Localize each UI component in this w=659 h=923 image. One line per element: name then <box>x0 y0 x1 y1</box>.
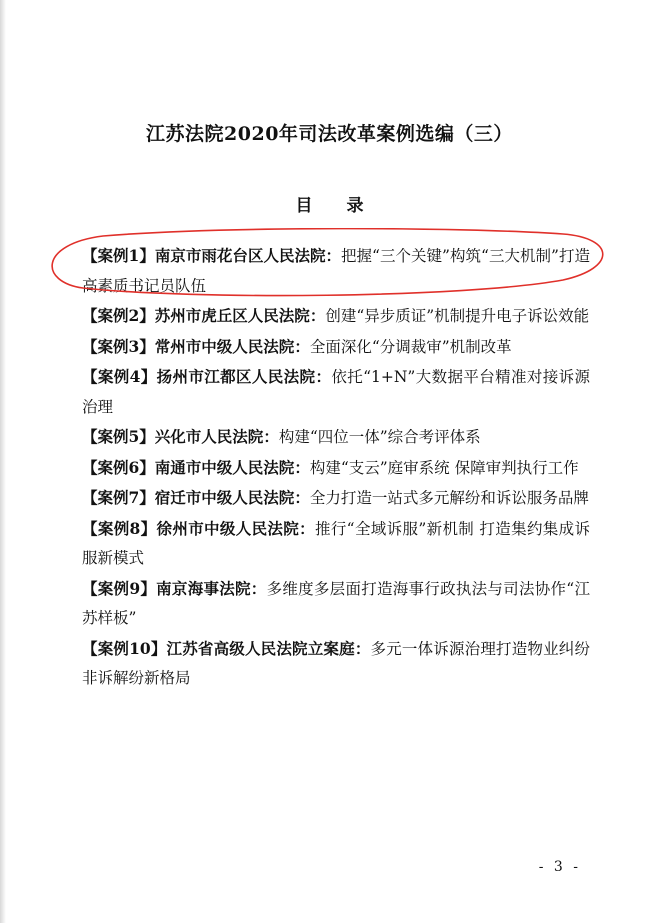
document-title: 江苏法院2020年司法改革案例选编（三） <box>146 123 513 145</box>
court-name: 扬州市江都区人民法院 <box>156 367 316 386</box>
case-description: 把握“三个关键”构筑“三大机制”打造高素质书记员队伍 <box>82 247 590 295</box>
separator: ： <box>294 457 310 477</box>
case-description: 依托“1+N”大数据平台精准对接诉源治理 <box>82 368 590 416</box>
court-name: 南京海事法院 <box>156 578 251 598</box>
case-label: 【案例2】 <box>82 306 155 325</box>
separator: ： <box>294 336 310 356</box>
case-label: 【案例6】 <box>82 457 155 477</box>
separator: ： <box>294 488 310 507</box>
case-description: 创建“异步质证”机制提升电子诉讼效能 <box>325 307 590 325</box>
case-label: 【案例1】 <box>82 246 155 265</box>
court-name: 南通市中级人民法院 <box>154 457 295 477</box>
court-name: 兴化市人民法院 <box>154 427 264 446</box>
toc-item[interactable] <box>82 483 590 514</box>
court-name: 宿迁市中级人民法院 <box>154 488 295 507</box>
case-label: 【案例9】 <box>82 578 157 598</box>
toc-item[interactable] <box>82 422 590 453</box>
toc-item[interactable] <box>82 332 590 363</box>
toc-item[interactable] <box>82 362 590 422</box>
court-name: 苏州市虎丘区人民法院 <box>154 306 310 325</box>
toc-heading: 目 录 <box>295 196 378 216</box>
separator: ： <box>354 638 371 658</box>
case-description: 推行“全域诉服”新机制 打造集约集成诉服新模式 <box>82 519 590 567</box>
toc-item[interactable] <box>82 453 590 484</box>
separator: ： <box>263 427 279 446</box>
page-number: - 3 - <box>538 859 581 875</box>
toc-item[interactable] <box>82 634 590 694</box>
toc-item[interactable] <box>82 514 590 574</box>
case-label: 【案例3】 <box>82 336 155 356</box>
court-name: 常州市中级人民法院 <box>154 336 295 356</box>
toc-item[interactable] <box>82 241 590 301</box>
court-name: 徐州市中级人民法院 <box>156 518 300 538</box>
case-description: 多元一体诉源治理打造物业纠纷非诉解纷新格局 <box>82 639 590 687</box>
case-label: 【案例8】 <box>82 518 157 538</box>
case-description: 多维度多层面打造海事行政执法与司法协作“江苏样板” <box>82 579 590 627</box>
case-label: 【案例4】 <box>82 367 157 386</box>
court-name: 江苏省高级人民法院立案庭 <box>166 638 355 658</box>
case-description: 构建“四位一体”综合考评体系 <box>278 428 481 446</box>
toc-item[interactable] <box>82 574 590 634</box>
case-description: 全面深化“分调裁审”机制改革 <box>309 337 512 356</box>
case-description: 全力打造一站式多元解纷和诉讼服务品牌 <box>309 489 589 507</box>
case-label: 【案例7】 <box>82 488 155 507</box>
separator: ： <box>299 518 315 538</box>
court-name: 南京市雨花台区人民法院 <box>154 246 326 265</box>
case-description: 构建“支云”庭审系统 保障审判执行工作 <box>309 458 579 477</box>
case-label: 【案例10】 <box>82 638 167 658</box>
case-label: 【案例5】 <box>82 427 155 446</box>
toc-item[interactable] <box>82 301 590 332</box>
table-of-contents <box>82 241 590 694</box>
separator: ： <box>309 306 326 325</box>
separator: ： <box>315 367 332 386</box>
separator: ： <box>250 578 267 598</box>
separator: ： <box>325 246 342 265</box>
